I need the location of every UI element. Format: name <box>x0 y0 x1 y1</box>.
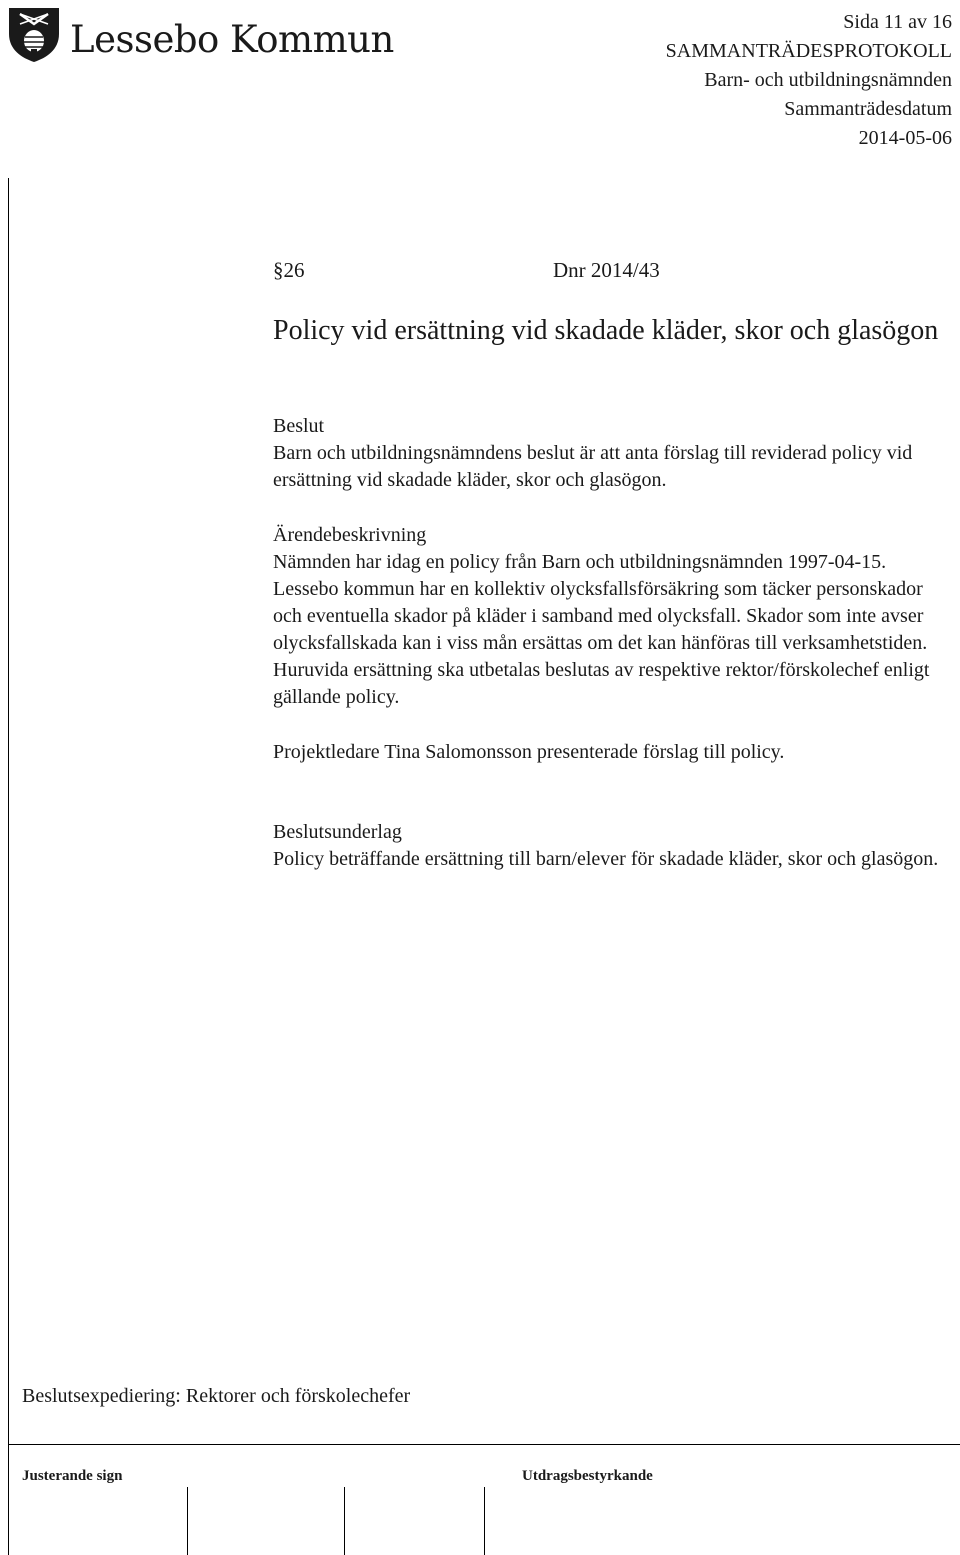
footer-divider <box>8 1444 960 1445</box>
decision-block <box>273 413 953 494</box>
decision-basis-block <box>273 819 953 873</box>
meeting-date: 2014-05-06 <box>858 127 952 149</box>
section-number: §26 <box>273 258 305 282</box>
signature-box-line <box>484 1487 485 1555</box>
adjusting-signature-label: Justerande sign <box>22 1468 123 1484</box>
project-note-text: Projektledare Tina Salomonsson presenterade förslag till policy. <box>273 741 785 763</box>
decision-heading: Beslut <box>273 415 325 437</box>
case-description-paragraph: Lessebo kommun har en kollektiv olycksfallsförsäkring som täcker personskador och eventuella skador på kläder i samband med olycksfall. Skador som inte avser olycksfallskada kan i viss mån ersättas om det kan hänföras till verksamhetstiden. Huruvida ersättning ska utbetalas beslutas av respektive rektor/förskolechef enligt gällande policy. <box>273 578 930 708</box>
logo-text: Lessebo Kommun <box>70 18 394 61</box>
lessebo-logo <box>6 4 394 64</box>
section-title: Policy vid ersättning vid skadade kläder, skor och glasögon <box>273 315 939 346</box>
document-type: SAMMANTRÄDESPROTOKOLL <box>665 40 952 62</box>
signature-box-line <box>187 1487 188 1555</box>
decision-distribution: Beslutsexpediering: Rektorer och förskolechefer <box>22 1385 411 1407</box>
signature-box-line <box>344 1487 345 1555</box>
case-description-heading: Ärendebeskrivning <box>273 524 427 546</box>
registration-number: Dnr 2014/43 <box>553 258 660 282</box>
project-note <box>273 739 953 766</box>
municipal-crest-icon <box>6 4 62 64</box>
decision-basis-text: Policy beträffande ersättning till barn/elever för skadade kläder, skor och glasögon. <box>273 848 939 870</box>
extract-certification-label: Utdragsbestyrkande <box>522 1468 653 1484</box>
case-description-line: Nämnden har idag en policy från Barn och utbildningsnämnden 1997-04-15. <box>273 551 887 573</box>
case-description-block <box>273 522 953 711</box>
decision-text: Barn och utbildningsnämndens beslut är att anta förslag till reviderad policy vid ersättning vid skadade kläder, skor och glasögon. <box>273 442 913 491</box>
page-number: Sida 11 av 16 <box>843 11 952 33</box>
header-info <box>666 8 952 153</box>
meeting-date-label: Sammanträdesdatum <box>784 98 952 120</box>
decision-basis-heading: Beslutsunderlag <box>273 821 402 843</box>
left-margin-line <box>8 178 9 1555</box>
board-name: Barn- och utbildningsnämnden <box>704 69 952 91</box>
